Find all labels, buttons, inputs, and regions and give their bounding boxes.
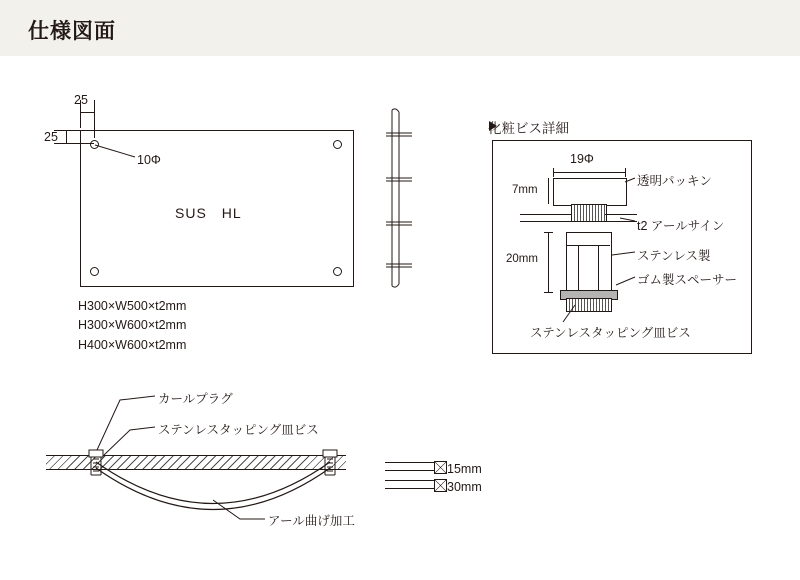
leader-curl-plug [97, 396, 155, 450]
stainless-body [566, 232, 612, 292]
dim-top-ext-right [94, 100, 95, 138]
leader-tapping-screw-curve [104, 427, 155, 455]
plate-hole-top-right [333, 140, 342, 149]
plate-hole-bottom-left [90, 267, 99, 276]
body-height-tick-top [544, 232, 553, 233]
detail-heading: 化粧ビス詳細 [488, 121, 569, 136]
leader-r-bend [213, 500, 265, 519]
sign-plate-bottom-right [605, 221, 637, 222]
stainless-inner-top [566, 245, 610, 246]
screw-neck-hatch [571, 204, 607, 222]
label-stainless: ステンレス製 [637, 249, 711, 263]
sign-plate-top-right [605, 214, 637, 215]
body-height-label: 20mm [506, 253, 538, 265]
body-height-tick-bottom [544, 292, 553, 293]
hole-diameter-label: 10Φ [137, 153, 161, 167]
plate-material-text: SUS HL [175, 205, 242, 221]
label-sign: t2 アールサイン [637, 219, 725, 233]
size-item: H300×W600×t2mm [78, 318, 187, 333]
dim-left-line [66, 130, 67, 143]
side-view-cap-bottom [392, 284, 399, 287]
curved-plate-bottom [96, 468, 330, 510]
dim-left-ext-bottom [54, 143, 94, 144]
label-r-bend: アール曲げ加工 [268, 514, 355, 528]
gap-marker-icon-30 [434, 479, 447, 492]
cap-height-label: 7mm [512, 184, 538, 196]
label-tapping-screw: ステンレスタッピング皿ビス [530, 326, 691, 340]
gap-label-15: 15mm [447, 462, 482, 476]
stainless-inner-right [598, 245, 599, 290]
detail-width-dim-line [553, 172, 625, 173]
gap-label-30: 30mm [447, 480, 482, 494]
stainless-inner-left [578, 245, 579, 290]
gap-marker-icon-15 [434, 461, 447, 474]
dim-left-label: 25 [44, 130, 58, 144]
wall-hatch-band [46, 455, 346, 470]
tapping-screw-hatch [566, 298, 612, 312]
detail-width-tick-left [553, 168, 554, 177]
dim-top-label: 25 [74, 93, 88, 107]
label-spacer: ゴム製スペーサー [637, 273, 738, 287]
plate-hole-top-left [90, 140, 99, 149]
cap-height-dim-line [548, 178, 549, 204]
size-item: H400×W600×t2mm [78, 337, 187, 352]
dim-top-line [80, 112, 94, 113]
page-title: 仕様図面 [28, 20, 116, 43]
side-view-cap-top [392, 109, 399, 112]
detail-width-label: 19Φ [570, 152, 594, 166]
dim-left-ext-top [54, 130, 86, 131]
label-packing: 透明パッキン [637, 174, 712, 188]
header-band [0, 0, 800, 56]
body-height-dim-line [548, 232, 549, 292]
sign-plate-top [520, 214, 572, 215]
sign-plate-bottom [520, 221, 572, 222]
label-curve-tapping-screw: ステンレスタッピング皿ビス [158, 423, 319, 437]
label-curl-plug: カールプラグ [158, 392, 233, 406]
plate-hole-bottom-right [333, 267, 342, 276]
cap-packing-block [553, 178, 627, 206]
detail-width-tick-right [625, 168, 626, 177]
size-list [78, 297, 186, 355]
size-item: H300×W500×t2mm [78, 299, 187, 313]
